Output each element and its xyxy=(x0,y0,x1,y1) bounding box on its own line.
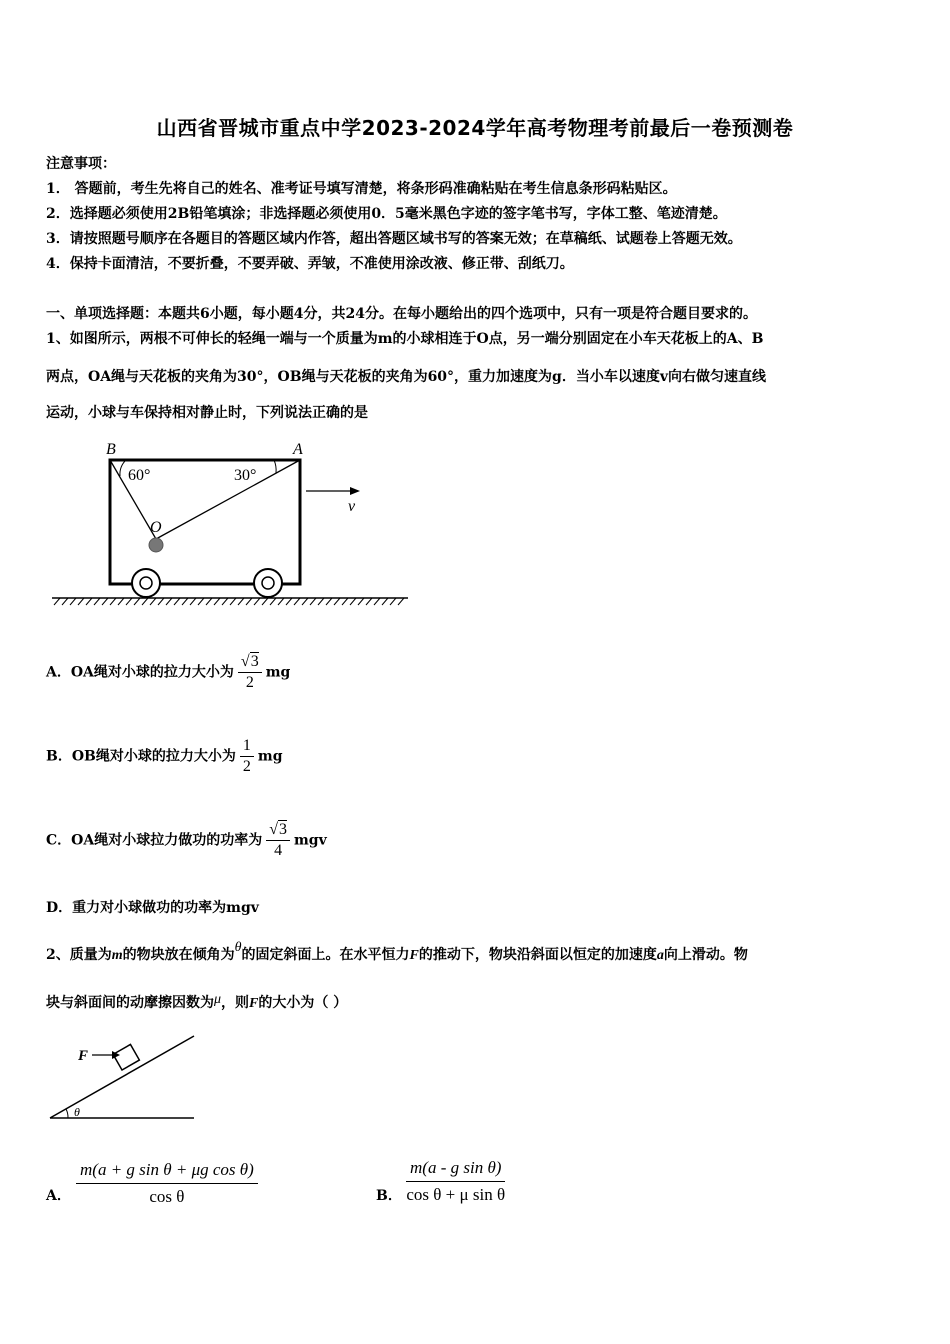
ball xyxy=(149,538,163,552)
notice-label: 注意事项： xyxy=(46,156,116,172)
q1-text: 运动，小球与车保持相对静止时，下列说法正确的是 xyxy=(46,405,368,421)
q2-option-a-label: A． xyxy=(46,1188,71,1204)
q1-text: 两点，OA绳与天花板的夹角为30°，OB绳与天花板的夹角为60°，重力加速度为g．当小车以速度v向右做匀速直线 xyxy=(46,369,766,385)
q1-option-b xyxy=(46,736,282,777)
fraction: $\frac{√3}{2}$ xyxy=(238,652,262,693)
angle-arc-b xyxy=(120,460,126,476)
option-b-text: B．OB绳对小球的拉力大小为 xyxy=(46,748,236,765)
section-heading: 一、单项选择题：本题共6小题，每小题4分，共24分。在每小题给出的四个选项中，只有一项是符合题目要求的。 xyxy=(46,306,757,322)
fraction: $\frac{√3}{4}$ xyxy=(266,820,290,861)
option-a-text: A．OA绳对小球的拉力大小为 xyxy=(46,664,234,681)
label-o: O xyxy=(150,519,162,536)
option-b-unit: mg xyxy=(257,748,283,765)
option-c-unit: mgv xyxy=(293,832,327,849)
angle-label-a: 30° xyxy=(234,467,257,484)
theta-arc xyxy=(66,1109,68,1118)
q2-incline-figure xyxy=(44,1030,214,1130)
q2-option-b-label: B． xyxy=(376,1188,402,1204)
notice-item: 3．请按照题号顺序在各题目的答题区域内作答，超出答题区域书写的答案无效；在草稿纸、试题卷上答题无效。 xyxy=(46,231,742,247)
page-title: 山西省晋城市重点中学2023-2024学年高考物理考前最后一卷预测卷 xyxy=(156,116,794,140)
option-a-unit: mg xyxy=(265,664,291,681)
q1-option-c xyxy=(46,820,327,861)
q2-text: 2、质量为m的物块放在倾角为θ的固定斜面上。在水平恒力F的推动下，物块沿斜面以恒定的加速度a向上滑动。物 xyxy=(46,940,748,963)
q2-text: 块与斜面间的动摩擦因数为μ，则F的大小为（ ） xyxy=(46,992,348,1011)
angle-arc-a xyxy=(274,460,276,473)
q1-cart-figure xyxy=(48,436,418,612)
label-v: v xyxy=(348,498,356,515)
label-f: F xyxy=(78,1048,89,1064)
notice-item: 1． 答题前，考生先将自己的姓名、准考证号填写清楚，将条形码准确粘贴在考生信息条形码粘贴区。 xyxy=(46,181,677,197)
q1-option-d: D．重力对小球做功的功率为mgv xyxy=(46,900,259,916)
label-a: A xyxy=(293,441,303,458)
option-c-text: C．OA绳对小球拉力做功的功率为 xyxy=(46,832,263,849)
q2-option-b-formula: $\frac{\text{m(a - g sin θ)}}{\text{cos θ + μ sin θ}}$ xyxy=(406,1158,506,1204)
incline-surface xyxy=(50,1036,194,1118)
block xyxy=(113,1044,139,1070)
q2-option-a-formula: $\frac{\text{m(a + g sin θ + μg cos θ)}}{\text{cos θ}}$ xyxy=(76,1160,258,1207)
angle-label-b: 60° xyxy=(128,467,151,484)
rope-oa xyxy=(156,460,300,539)
notice-item: 4．保持卡面清洁，不要折叠，不要弄破、弄皱，不准使用涂改液、修正带、刮纸刀。 xyxy=(46,256,574,272)
fraction: $\frac{1}{2}$ xyxy=(240,736,254,777)
q1-option-a xyxy=(46,652,290,693)
ground-hatch xyxy=(54,598,404,605)
label-b: B xyxy=(106,441,116,458)
label-theta: θ xyxy=(74,1105,80,1119)
q1-text: 1、如图所示，两根不可伸长的轻绳一端与一个质量为m的小球相连于O点，另一端分别固定在小车天花板上的A、B xyxy=(46,331,764,347)
notice-item: 2．选择题必须使用2B铅笔填涂；非选择题必须使用0．5毫米黑色字迹的签字笔书写，字体工整、笔迹清楚。 xyxy=(46,206,727,222)
